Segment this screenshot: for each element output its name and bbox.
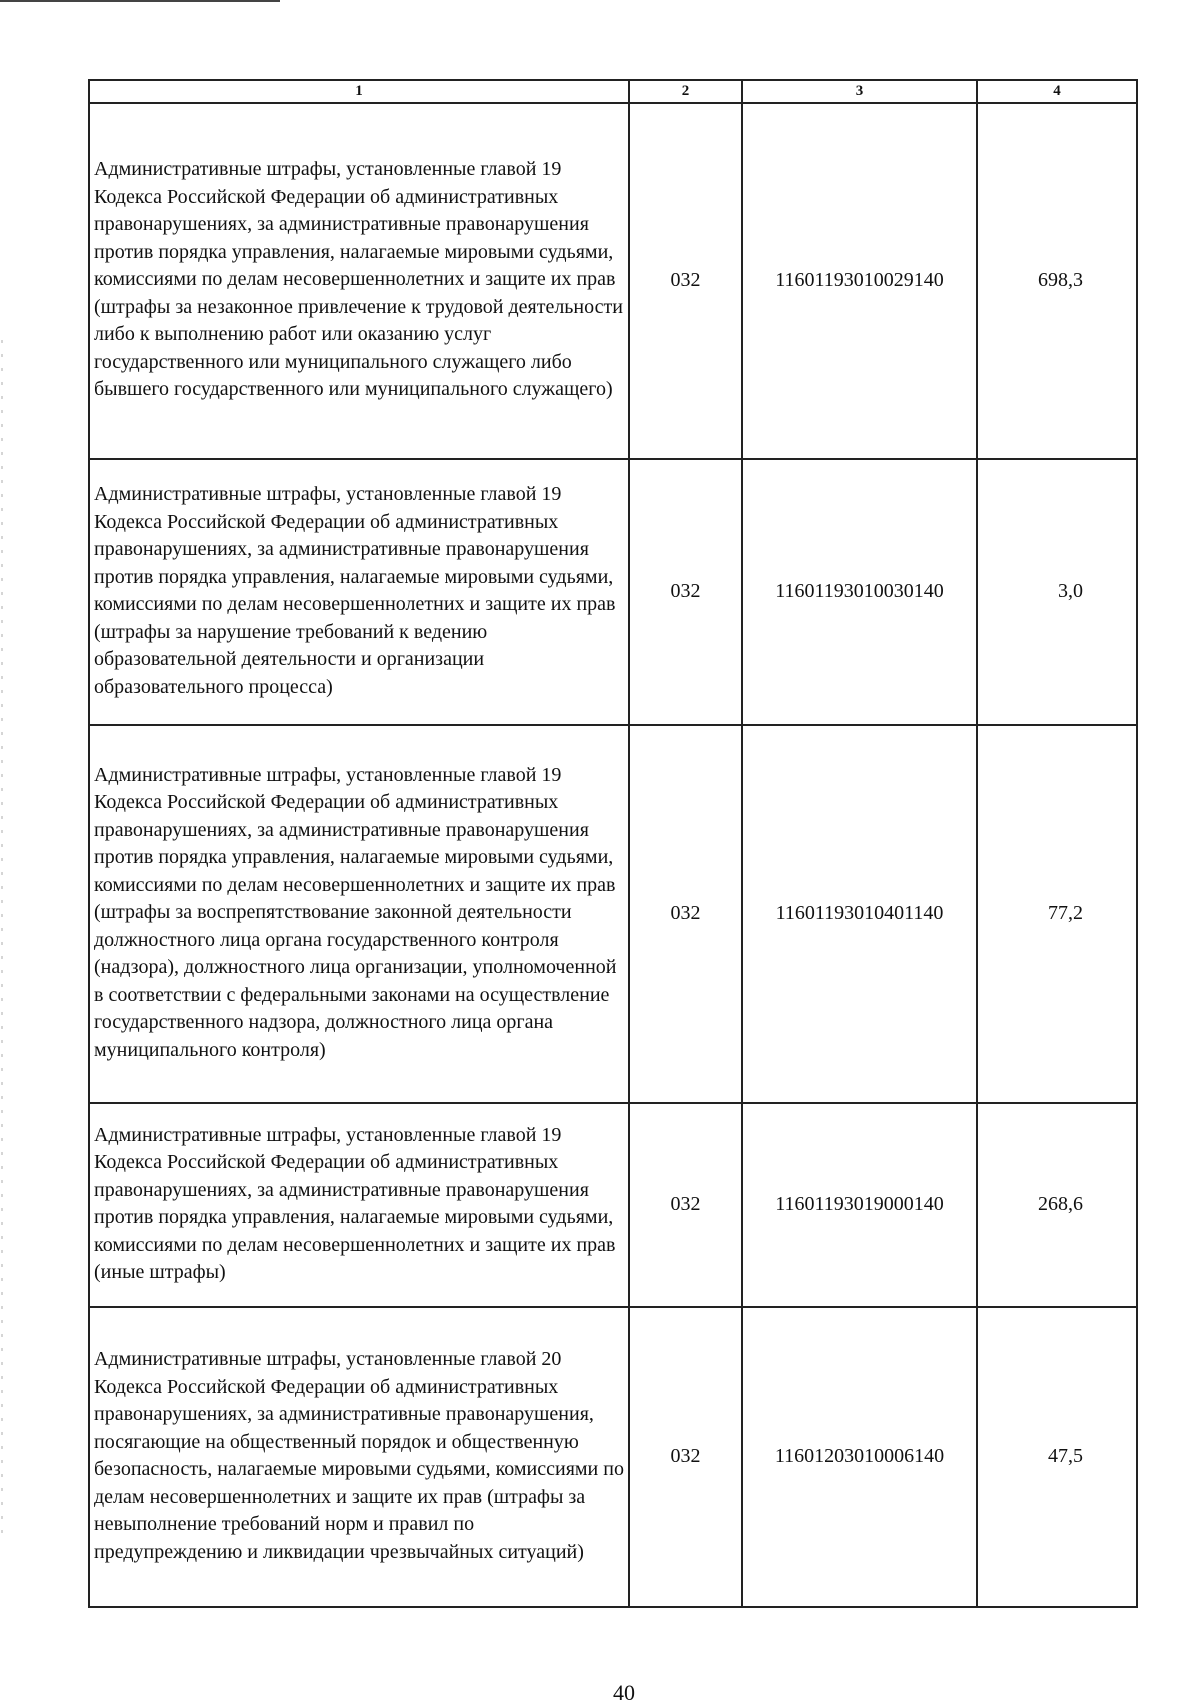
row-kbk-code: 11601193019000140 bbox=[742, 1103, 977, 1307]
column-header-2: 2 bbox=[629, 80, 742, 103]
row-description: Административные штрафы, установленные главой 19 Кодекса Российской Федерации об административных правонарушениях, за административные правонарушения против порядка управления, налагаемые мировыми судьями, комиссиями по делам несовершеннолетних и защите их прав (иные штрафы) bbox=[89, 1103, 629, 1307]
column-header-4: 4 bbox=[977, 80, 1137, 103]
row-description: Административные штрафы, установленные главой 19 Кодекса Российской Федерации об административных правонарушениях, за административные правонарушения против порядка управления, налагаемые мировыми судьями, комиссиями по делам несовершеннолетних и защите их прав (штрафы за незаконное привлечение к трудовой деятельности либо к выполнению работ или оказанию услуг государственного или муниципального служащего либо бывшего государственного или муниципального служащего) bbox=[89, 103, 629, 459]
row-admin-code: 032 bbox=[629, 1307, 742, 1607]
table-row bbox=[89, 1103, 1137, 1307]
row-admin-code: 032 bbox=[629, 725, 742, 1103]
row-admin-code: 032 bbox=[629, 1103, 742, 1307]
header-row bbox=[89, 80, 1137, 103]
top-rule bbox=[0, 0, 280, 2]
fines-table bbox=[88, 79, 1138, 1608]
table-row bbox=[89, 1307, 1137, 1607]
row-kbk-code: 11601193010030140 bbox=[742, 459, 977, 725]
table-row bbox=[89, 459, 1137, 725]
table-row bbox=[89, 725, 1137, 1103]
row-amount: 698,3 bbox=[977, 103, 1137, 459]
row-kbk-code: 11601193010401140 bbox=[742, 725, 977, 1103]
table-row bbox=[89, 103, 1137, 459]
row-description: Административные штрафы, установленные главой 20 Кодекса Российской Федерации об административных правонарушениях, за административные правонарушения, посягающие на общественный порядок и общественную безопасность, налагаемые мировыми судьями, комиссиями по делам несовершеннолетних и защите их прав (штрафы за невыполнение требований норм и правил по предупреждению и ликвидации чрезвычайных ситуаций) bbox=[89, 1307, 629, 1607]
column-header-3: 3 bbox=[742, 80, 977, 103]
page-number: 40 bbox=[613, 1680, 635, 1705]
row-admin-code: 032 bbox=[629, 459, 742, 725]
row-amount: 268,6 bbox=[977, 1103, 1137, 1307]
row-amount: 3,0 bbox=[977, 459, 1137, 725]
row-amount: 47,5 bbox=[977, 1307, 1137, 1607]
row-kbk-code: 11601203010006140 bbox=[742, 1307, 977, 1607]
row-description: Административные штрафы, установленные главой 19 Кодекса Российской Федерации об административных правонарушениях, за административные правонарушения против порядка управления, налагаемые мировыми судьями, комиссиями по делам несовершеннолетних и защите их прав (штрафы за нарушение требований к ведению образовательной деятельности и организации образовательного процесса) bbox=[89, 459, 629, 725]
scan-edge-mark bbox=[1, 340, 3, 1540]
row-kbk-code: 11601193010029140 bbox=[742, 103, 977, 459]
row-amount: 77,2 bbox=[977, 725, 1137, 1103]
row-description: Административные штрафы, установленные главой 19 Кодекса Российской Федерации об административных правонарушениях, за административные правонарушения против порядка управления, налагаемые мировыми судьями, комиссиями по делам несовершеннолетних и защите их прав (штрафы за воспрепятствование законной деятельности должностного лица органа государственного контроля (надзора), должностного лица организации, уполномоченной в соответствии с федеральными законами на осуществление государственного надзора, должностного лица органа муниципального контроля) bbox=[89, 725, 629, 1103]
row-admin-code: 032 bbox=[629, 103, 742, 459]
column-header-1: 1 bbox=[89, 80, 629, 103]
